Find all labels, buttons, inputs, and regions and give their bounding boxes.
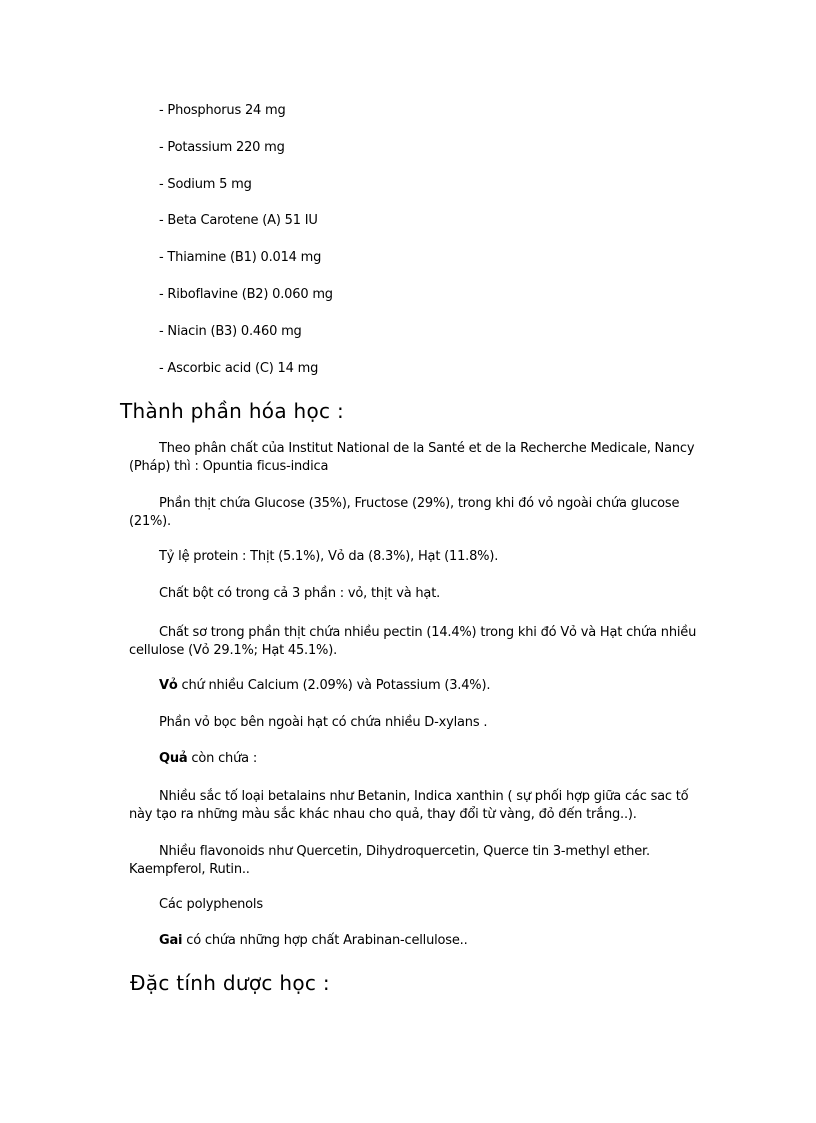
bold-term: Gai bbox=[159, 933, 183, 948]
nutrient-item: - Ascorbic acid (C) 14 mg bbox=[159, 361, 319, 376]
paragraph bbox=[129, 750, 704, 768]
paragraph: Tỷ lệ protein : Thịt (5.1%), Vỏ da (8.3%), Hạt (11.8%). bbox=[159, 549, 499, 564]
paragraph: Nhiều flavonoids như Quercetin, Dihydroquercetin, Querce tin 3-methyl ether. Kaempferol, Rutin.. bbox=[129, 844, 650, 877]
section-heading-chemistry: Thành phần hóa học : bbox=[120, 399, 345, 423]
paragraph: Chất bột có trong cả 3 phần : vỏ, thịt và hạt. bbox=[159, 586, 441, 601]
paragraph-text: còn chứa : bbox=[187, 751, 257, 766]
nutrient-item: - Riboflavine (B2) 0.060 mg bbox=[159, 287, 333, 302]
nutrient-item: - Thiamine (B1) 0.014 mg bbox=[159, 250, 322, 265]
paragraph: Theo phân chất của Institut National de la Santé et de la Recherche Medicale, Nancy (Pháp) thì : Opuntia ficus-indica bbox=[129, 441, 695, 474]
paragraph: Chất sơ trong phần thịt chứa nhiều pectin (14.4%) trong khi đó Vỏ và Hạt chứa nhiều cellulose (Vỏ 29.1%; Hạt 45.1%). bbox=[129, 625, 697, 658]
nutrient-item: - Potassium 220 mg bbox=[159, 140, 285, 155]
nutrient-item: - Beta Carotene (A) 51 IU bbox=[159, 213, 318, 228]
bold-term: Vỏ bbox=[159, 678, 178, 693]
nutrient-item: - Niacin (B3) 0.460 mg bbox=[159, 324, 302, 339]
paragraph: Phần vỏ bọc bên ngoài hạt có chứa nhiều D-xylans . bbox=[159, 715, 488, 730]
paragraph bbox=[129, 677, 704, 695]
section-heading-pharmacology: Đặc tính dược học : bbox=[130, 971, 330, 995]
paragraph-text: có chứa những hợp chất Arabinan-cellulose.. bbox=[182, 933, 468, 948]
paragraph bbox=[129, 932, 704, 950]
paragraph: Các polyphenols bbox=[159, 897, 263, 912]
paragraph: Nhiều sắc tố loại betalains như Betanin, Indica xanthin ( sự phối hợp giữa các sac tố này tạo ra những màu sắc khác nhau cho quả, thay đổi từ vàng, đỏ đến trắng..). bbox=[129, 789, 689, 822]
nutrient-item: - Phosphorus 24 mg bbox=[159, 103, 286, 118]
paragraph-text: chứ nhiều Calcium (2.09%) và Potassium (3.4%). bbox=[177, 678, 491, 693]
bold-term: Quả bbox=[159, 751, 188, 766]
nutrient-item: - Sodium 5 mg bbox=[159, 177, 252, 192]
paragraph: Phần thịt chứa Glucose (35%), Fructose (29%), trong khi đó vỏ ngoài chứa glucose (21%). bbox=[129, 496, 680, 529]
